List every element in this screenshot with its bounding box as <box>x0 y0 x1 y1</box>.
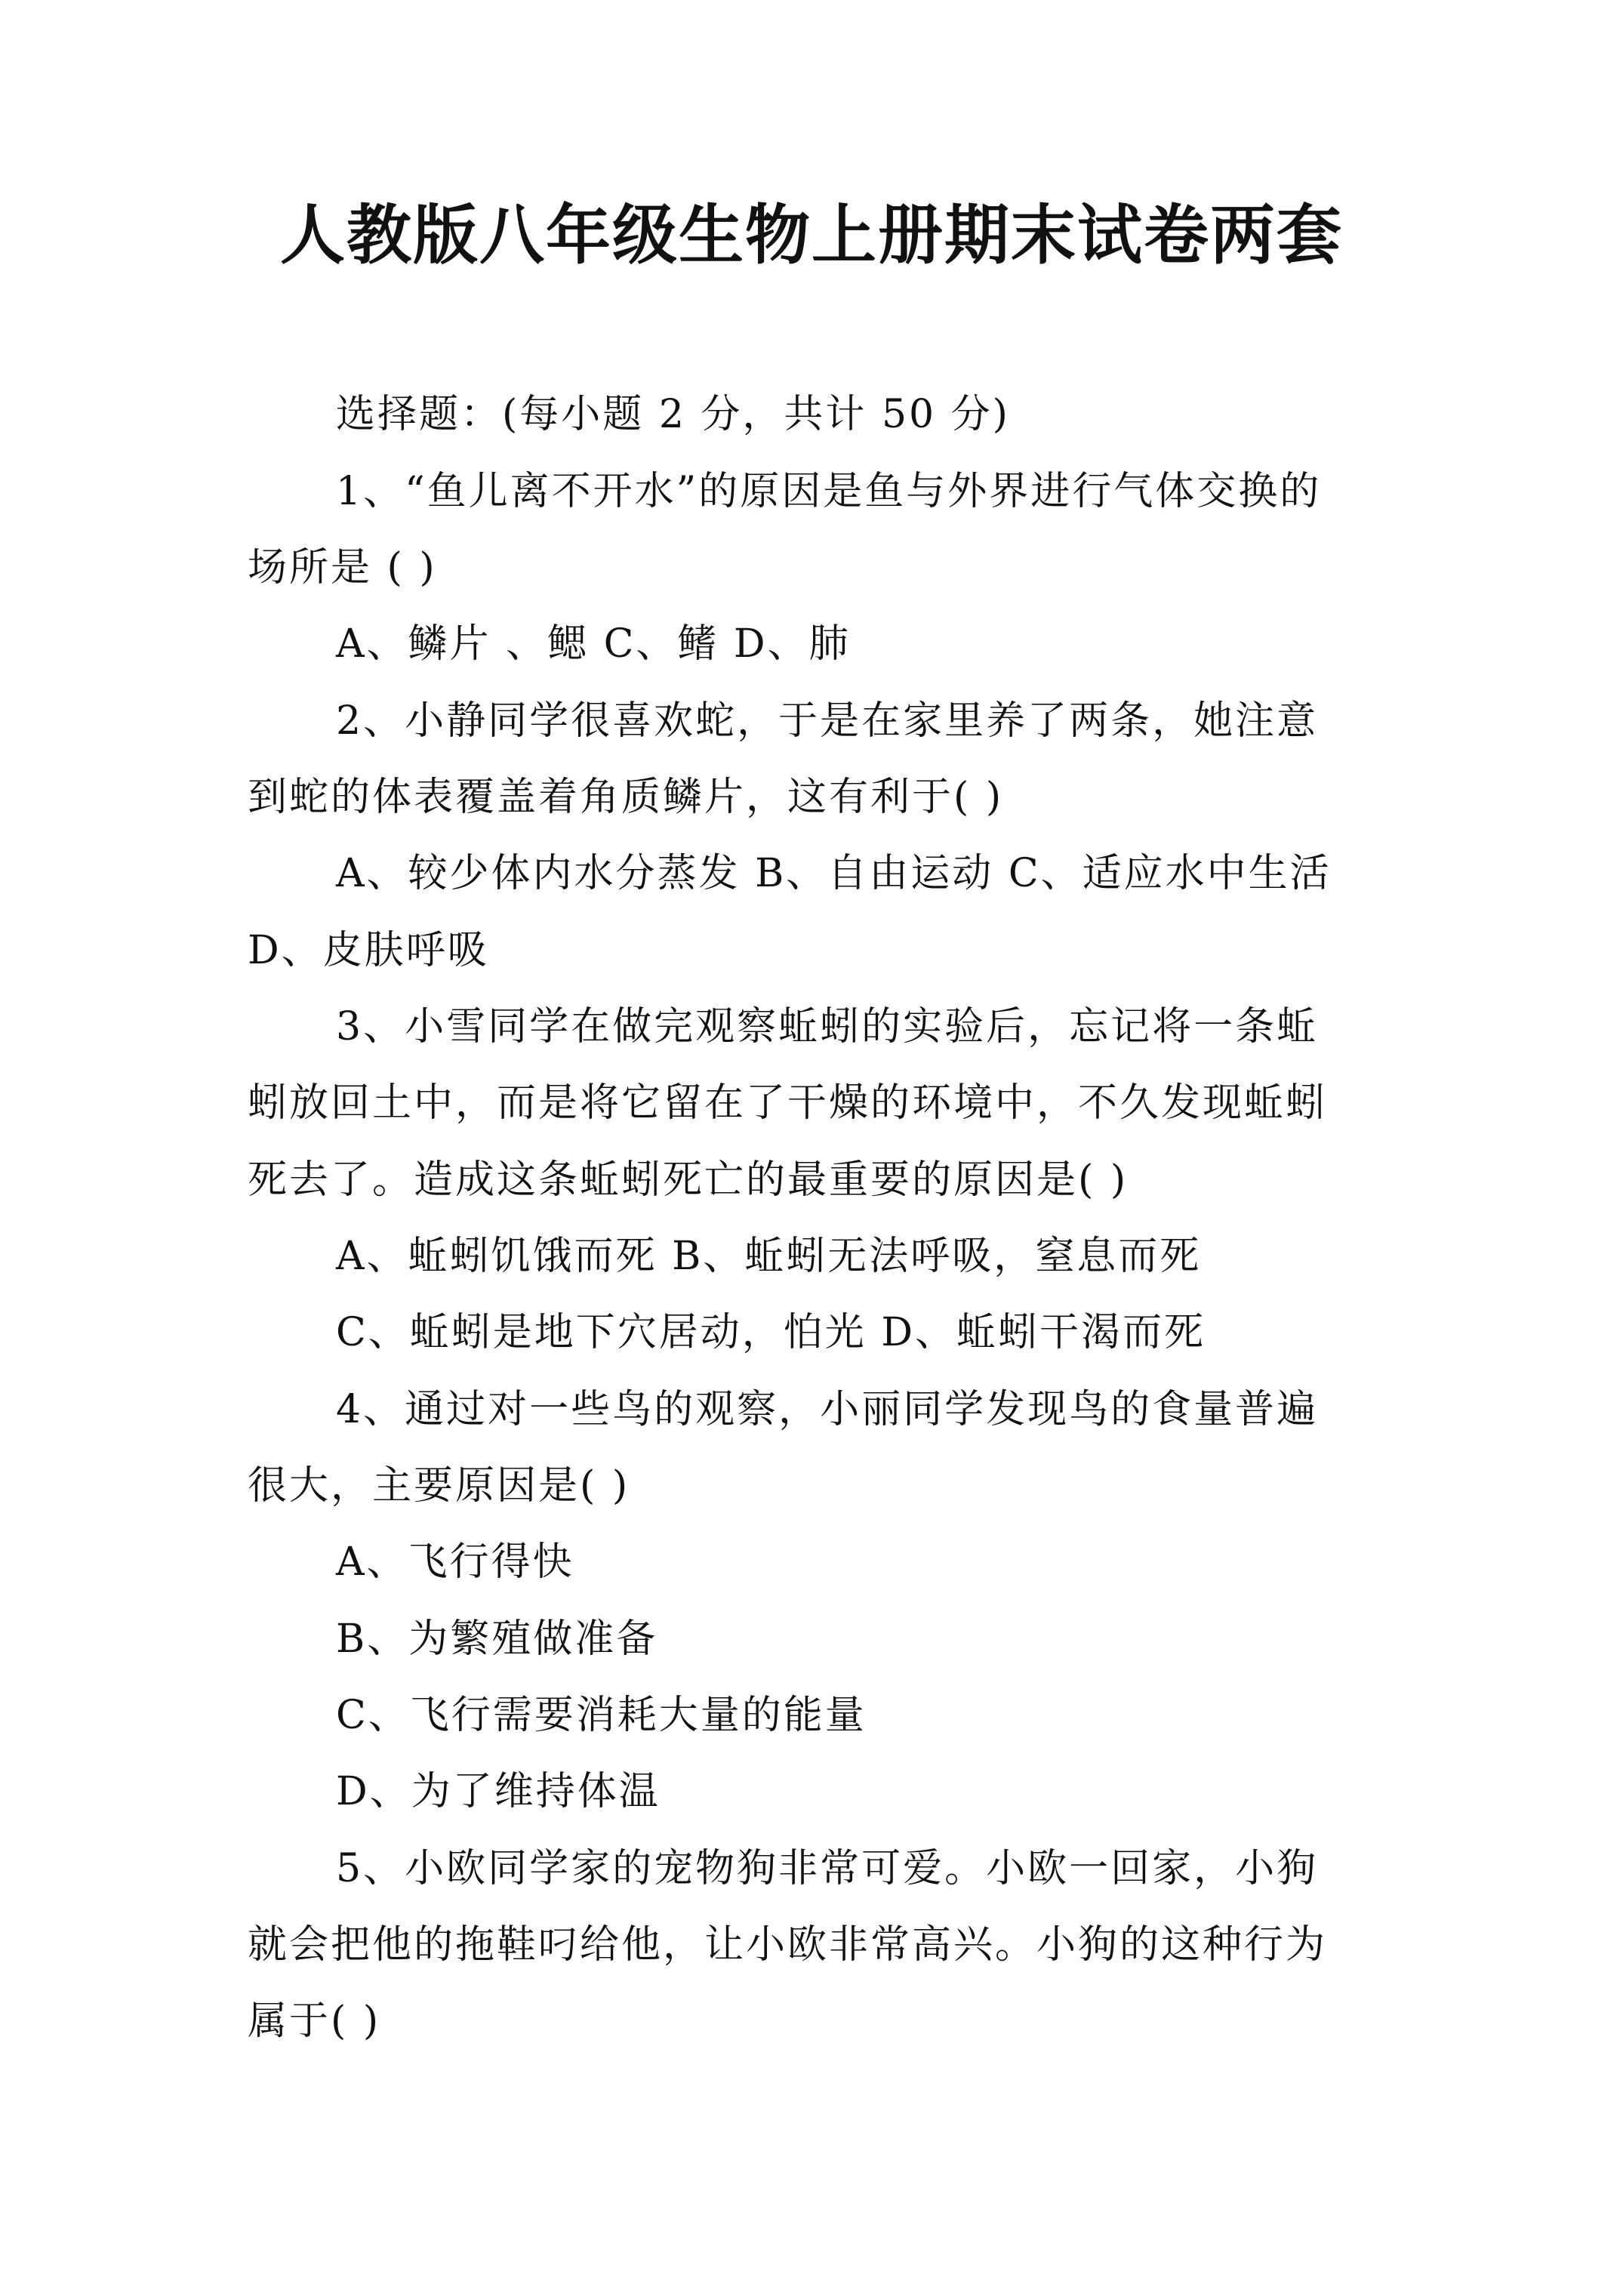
question-2-line-2: 到蛇的体表覆盖着角质鳞片，这有利于( ) <box>248 775 1004 820</box>
question-2-line-1: 2、小静同学很喜欢蛇，于是在家里养了两条，她注意 <box>336 698 1319 744</box>
question-4-line-1: 4、通过对一些鸟的观察，小丽同学发现鸟的食量普遍 <box>336 1387 1319 1432</box>
question-3-line-3: 死去了。造成这条蚯蚓死亡的最重要的原因是( ) <box>248 1157 1129 1203</box>
question-5-line-3: 属于( ) <box>248 1999 381 2044</box>
question-4-line-2: 很大，主要原因是( ) <box>248 1463 630 1509</box>
question-4-option-b: B、为繁殖做准备 <box>336 1616 658 1662</box>
question-5-line-2: 就会把他的拖鞋叼给他，让小欧非常高兴。小狗的这种行为 <box>248 1922 1328 1968</box>
question-3-line-1: 3、小雪同学在做完观察蚯蚓的实验后，忘记将一条蚯 <box>336 1004 1319 1049</box>
question-2-options-line-2: D、皮肤呼吸 <box>248 928 489 973</box>
section-header: 选择题：(每小题 2 分，共计 50 分) <box>336 392 1010 437</box>
question-3-options-line-2: C、蚯蚓是地下穴居动，怕光 D、蚯蚓干渴而死 <box>336 1310 1206 1355</box>
document-title: 人教版八年级生物上册期末试卷两套 <box>280 197 1343 273</box>
question-1-line-2: 场所是 ( ) <box>248 545 437 590</box>
question-1-line-1: 1、“鱼儿离不开水”的原因是鱼与外界进行气体交换的 <box>336 469 1322 514</box>
question-2-options-line-1: A、较少体内水分蒸发 B、自由运动 C、适应水中生活 <box>336 851 1332 896</box>
question-3-line-2: 蚓放回土中，而是将它留在了干燥的环境中，不久发现蚯蚓 <box>248 1080 1328 1126</box>
question-5-line-1: 5、小欧同学家的宠物狗非常可爱。小欧一回家，小狗 <box>336 1846 1319 1891</box>
question-1-options: A、鳞片 、鳃 C、鳍 D、肺 <box>336 621 851 667</box>
question-4-option-c: C、飞行需要消耗大量的能量 <box>336 1693 867 1738</box>
question-3-options-line-1: A、蚯蚓饥饿而死 B、蚯蚓无法呼吸，窒息而死 <box>336 1234 1202 1279</box>
question-4-option-a: A、飞行得快 <box>336 1539 574 1585</box>
question-4-option-d: D、为了维持体温 <box>336 1769 661 1814</box>
